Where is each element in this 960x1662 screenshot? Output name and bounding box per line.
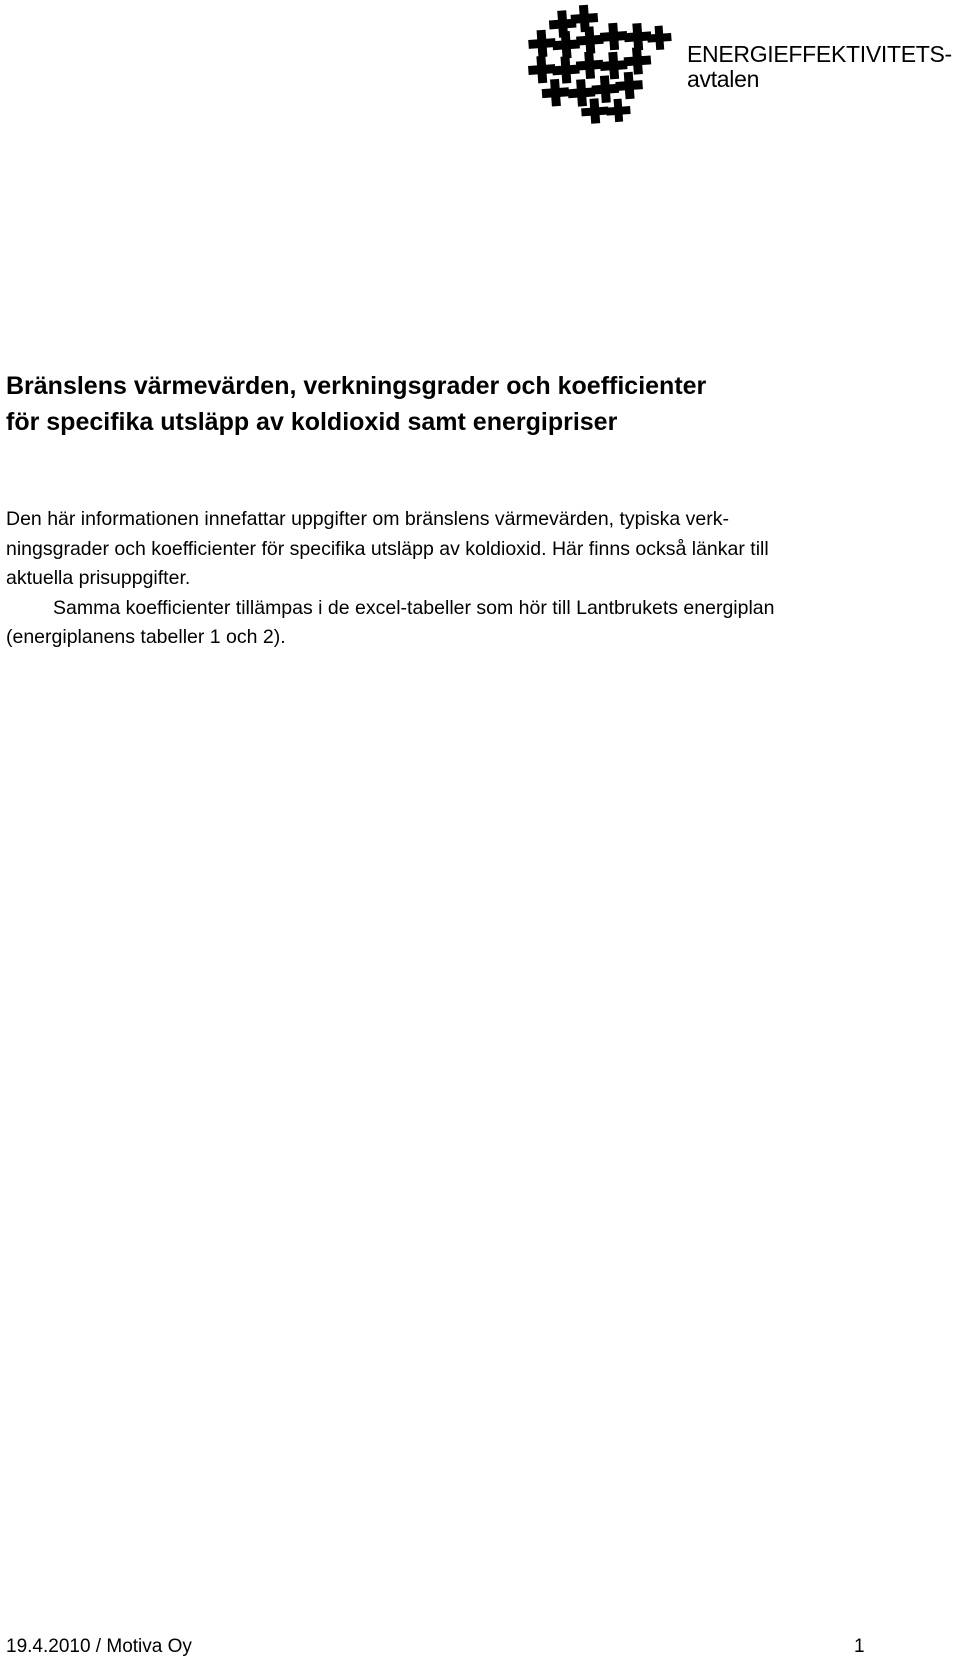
page-number: 1: [854, 1636, 865, 1657]
intro-paragraph-2: [6, 594, 926, 653]
page-title-line1: Bränslens värmevärden, verkningsgrader och koefficienter: [6, 372, 707, 400]
logo-wordmark-line1: ENERGIEFFEKTIVITETS-: [687, 41, 952, 67]
paragraph-line: (energiplanens tabeller 1 och 2).: [6, 626, 286, 648]
page-title-line2: för specifika utsläpp av koldioxid samt energipriser: [6, 408, 618, 436]
paragraph-line: Den här informationen innefattar uppgifter om bränslens värmevärden, typiska verk-: [6, 508, 729, 530]
page-title: [6, 368, 926, 440]
agreement-logo: [525, 2, 955, 124]
intro-paragraph-1: [6, 505, 926, 594]
logo-wordmark-line2: avtalen: [687, 66, 760, 92]
intro-text: [6, 505, 926, 653]
paragraph-line: Samma koefficienter tillämpas i de excel-tabeller som hör till Lantbrukets energiplan: [53, 596, 775, 619]
paragraph-line: ningsgrader och koefficienter för specifika utsläpp av koldioxid. Här finns också länkar till: [6, 537, 769, 560]
footer-date-publisher: 19.4.2010 / Motiva Oy: [6, 1636, 192, 1657]
logo-wordmark: [687, 42, 952, 92]
paragraph-line: aktuella prisuppgifter.: [6, 567, 191, 589]
cross-cluster-logo-icon: [525, 2, 675, 124]
